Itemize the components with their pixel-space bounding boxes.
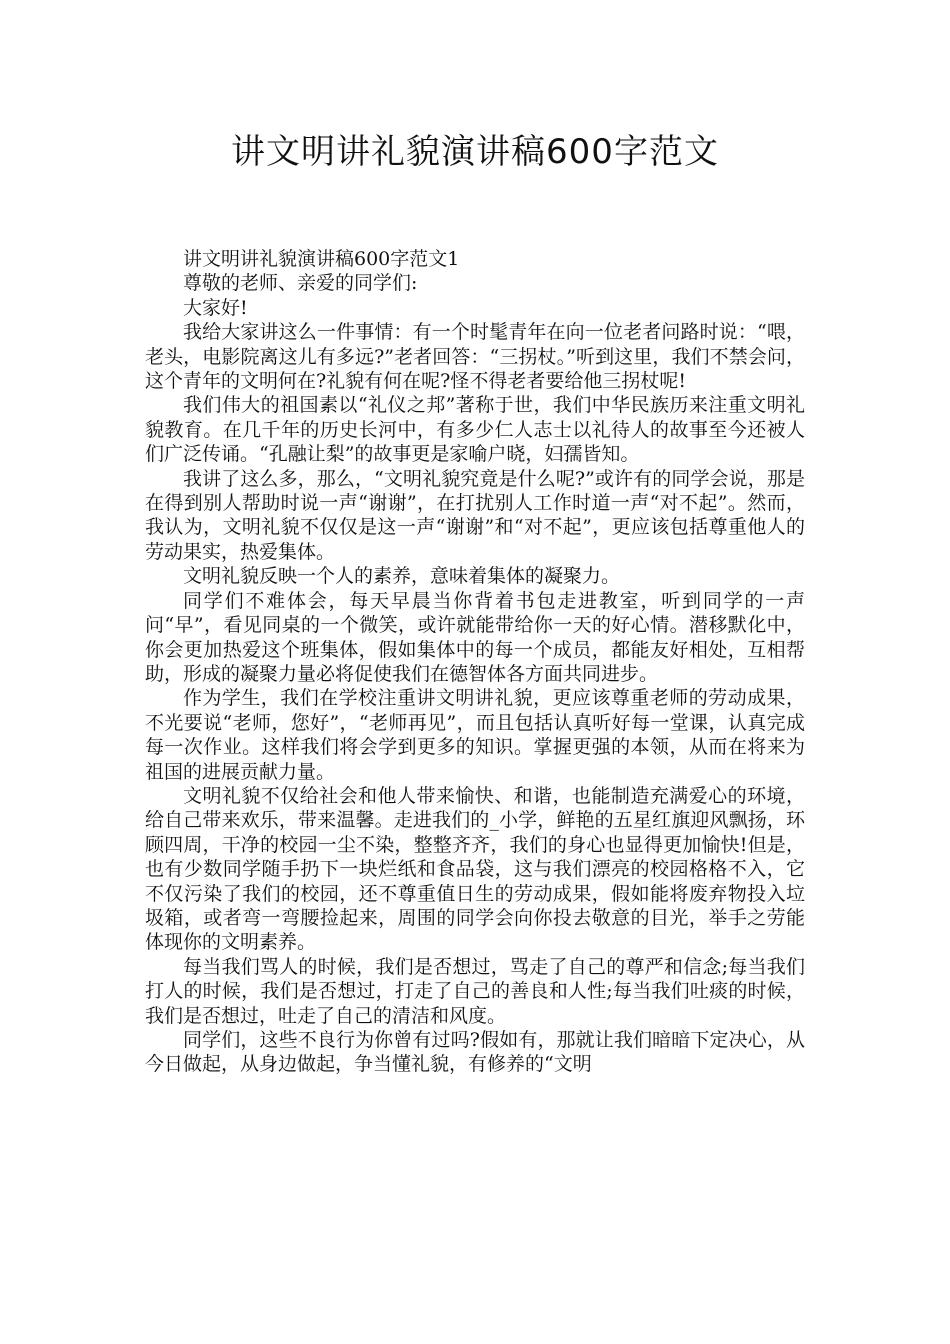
document-body — [145, 247, 805, 1077]
document-title: 讲文明讲礼貌演讲稿600字范文 — [231, 132, 719, 172]
paragraph: 同学们不难体会，每天早晨当你背着书包走进教室，听到同学的一声问“早”，看见同桌的一个微笑，或许就能带给你一天的好心情。潜移默化中，你会更加热爱这个班集体，假如集体中的每一个成员，都能友好相处，互相帮助，形成的凝聚力量必将促使我们在德智体各方面共同进步。 — [145, 589, 805, 685]
paragraph: 我给大家讲这么一件事情：有一个时髦青年在向一位老者问路时说：“喂，老头，电影院离这儿有多远?”老者回答：“三拐杖。”听到这里，我们不禁会问，这个青年的文明何在?礼貌有何在呢?怪不得老者要给他三拐杖呢! — [145, 321, 805, 393]
paragraph: 我们伟大的祖国素以“礼仪之邦”著称于世，我们中华民族历来注重文明礼貌教育。在几千年的历史长河中，有多少仁人志士以礼待人的故事至今还被人们广泛传诵。“孔融让梨”的故事更是家喻户晓，妇孺皆知。 — [145, 394, 805, 466]
paragraph: 每当我们骂人的时候，我们是否想过，骂走了自己的尊严和信念;每当我们打人的时候，我们是否想过，打走了自己的善良和人性;每当我们吐痰的时候，我们是否想过，吐走了自己的清洁和风度。 — [145, 955, 805, 1027]
paragraph: 同学们，这些不良行为你曾有过吗?假如有，那就让我们暗暗下定决心，从今日做起，从身边做起，争当懂礼貌，有修养的“文明 — [145, 1029, 805, 1076]
paragraph: 大家好! — [183, 296, 248, 319]
paragraph: 文明礼貌反映一个人的素养，意味着集体的凝聚力。 — [183, 565, 621, 588]
paragraph: 尊敬的老师、亲爱的同学们: — [183, 272, 418, 295]
paragraph: 文明礼貌不仅给社会和他人带来愉快、和谐，也能制造充满爱心的环境，给自己带来欢乐，带来温馨。走进我们的_小学，鲜艳的五星红旗迎风飘扬，环顾四周，干净的校园一尘不染，整整齐齐，我们的身心也显得更加愉快!但是，也有少数同学随手扔下一块烂纸和食品袋，这与我们漂亮的校园格格不入，它不仅污染了我们的校园，还不尊重值日生的劳动成果，假如能将废弃物投入垃圾箱，或者弯一弯腰捡起来，周围的同学会向你投去敬意的目光，举手之劳能体现你的文明素养。 — [145, 784, 805, 954]
paragraph: 讲文明讲礼貌演讲稿600字范文1 — [183, 248, 460, 270]
paragraph: 作为学生，我们在学校注重讲文明讲礼貌，更应该尊重老师的劳动成果，不光要说“老师，您好”，“老师再见”，而且包括认真听好每一堂课，认真完成每一次作业。这样我们将会学到更多的知识。掌握更强的本领，从而在将来为祖国的进展贡献力量。 — [145, 687, 805, 783]
paragraph: 我讲了这么多，那么，“文明礼貌究竟是什么呢?”或许有的同学会说，那是在得到别人帮助时说一声“谢谢”，在打扰别人工作时道一声“对不起”。然而，我认为，文明礼貌不仅仅是这一声“谢谢”和“对不起”，更应该包括尊重他人的劳动果实，热爱集体。 — [145, 467, 805, 563]
